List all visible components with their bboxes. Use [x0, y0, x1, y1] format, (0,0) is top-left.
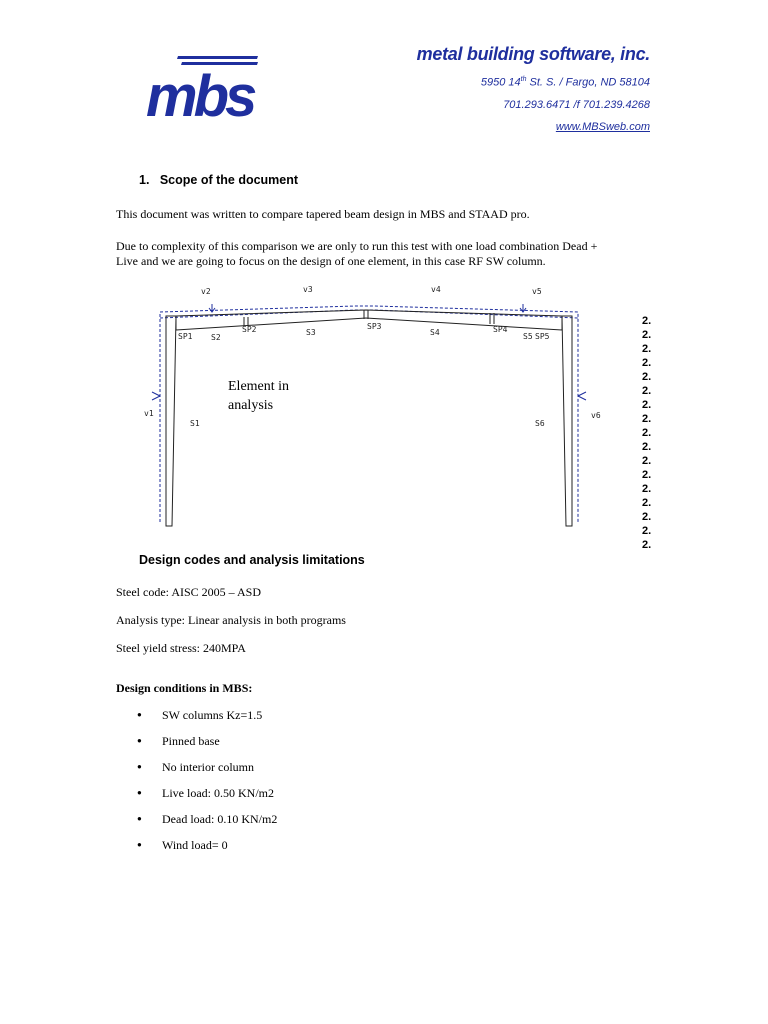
margin-number: 2. — [642, 511, 652, 523]
frame-diagram — [140, 282, 620, 532]
label-s5: S5 — [523, 332, 533, 341]
analysis-type: Analysis type: Linear analysis in both programs — [116, 613, 346, 627]
margin-number: 2. — [642, 399, 652, 411]
margin-numbers — [642, 314, 651, 552]
margin-number: 2. — [642, 427, 652, 439]
svg-text:mbs: mbs — [146, 64, 254, 120]
margin-number: 2. — [642, 469, 652, 481]
margin-number: 2. — [642, 455, 652, 467]
label-sp2: SP2 — [242, 325, 257, 334]
margin-number: 2. — [642, 413, 652, 425]
label-s2: S2 — [211, 333, 221, 342]
margin-number: 2. — [642, 539, 652, 551]
margin-number: 2. — [642, 343, 652, 355]
steel-code: Steel code: AISC 2005 – ASD — [116, 585, 262, 599]
list-item: ● Dead load: 0.10 KN/m2 — [137, 804, 277, 830]
label-s1: S1 — [190, 419, 200, 428]
label-s3: S3 — [306, 328, 316, 337]
list-item: ● SW columns Kz=1.5 — [137, 700, 277, 726]
scope-paragraph-1: This document was written to compare tapered beam design in MBS and STAAD pro. — [116, 207, 530, 221]
label-v1: v1 — [144, 409, 154, 418]
list-item: ● Pinned base — [137, 726, 277, 752]
design-conditions-list — [137, 700, 277, 856]
company-address: 5950 14th St. S. / Fargo, ND 58104 — [480, 76, 650, 89]
label-v4: v4 — [431, 285, 441, 294]
label-s4: S4 — [430, 328, 440, 337]
margin-number: 2. — [642, 357, 652, 369]
margin-number: 2. — [642, 483, 652, 495]
margin-number: 2. — [642, 385, 652, 397]
list-item: ● No interior column — [137, 752, 277, 778]
company-name: metal building software, inc. — [416, 44, 650, 64]
margin-number: 2. — [642, 315, 652, 327]
design-codes-heading: Design codes and analysis limitations — [139, 553, 365, 567]
label-sp5: SP5 — [535, 332, 550, 341]
steel-yield-stress: Steel yield stress: 240MPA — [116, 641, 246, 655]
label-v2: v2 — [201, 287, 211, 296]
design-conditions-heading: Design conditions in MBS: — [116, 681, 253, 695]
scope-paragraph-2-line-1: Due to complexity of this comparison we are only to run this test with one load combination Dead + — [116, 239, 598, 253]
scope-heading: 1. Scope of the document — [139, 173, 299, 187]
company-header — [417, 44, 650, 133]
label-sp4: SP4 — [493, 325, 508, 334]
element-callout: Element in analysis — [228, 379, 290, 413]
label-sp3: SP3 — [367, 322, 382, 331]
margin-number: 2. — [642, 525, 652, 537]
mbs-logo — [146, 52, 272, 120]
margin-number: 2. — [642, 329, 652, 341]
margin-number: 2. — [642, 371, 652, 383]
label-s6: S6 — [535, 419, 545, 428]
company-website-link[interactable]: www.MBSweb.com — [555, 120, 650, 133]
label-v3: v3 — [303, 285, 313, 294]
company-phone: 701.293.6471 /f 701.239.4268 — [503, 98, 650, 111]
margin-number: 2. — [642, 441, 652, 453]
label-v6: v6 — [591, 411, 601, 420]
margin-number: 2. — [642, 497, 652, 509]
list-item: ● Wind load= 0 — [137, 830, 277, 856]
list-item: ● Live load: 0.50 KN/m2 — [137, 778, 277, 804]
scope-paragraph-2-line-2: Live and we are going to focus on the design of one element, in this case RF SW column. — [116, 254, 546, 268]
label-v5: v5 — [532, 287, 542, 296]
label-sp1: SP1 — [178, 332, 193, 341]
